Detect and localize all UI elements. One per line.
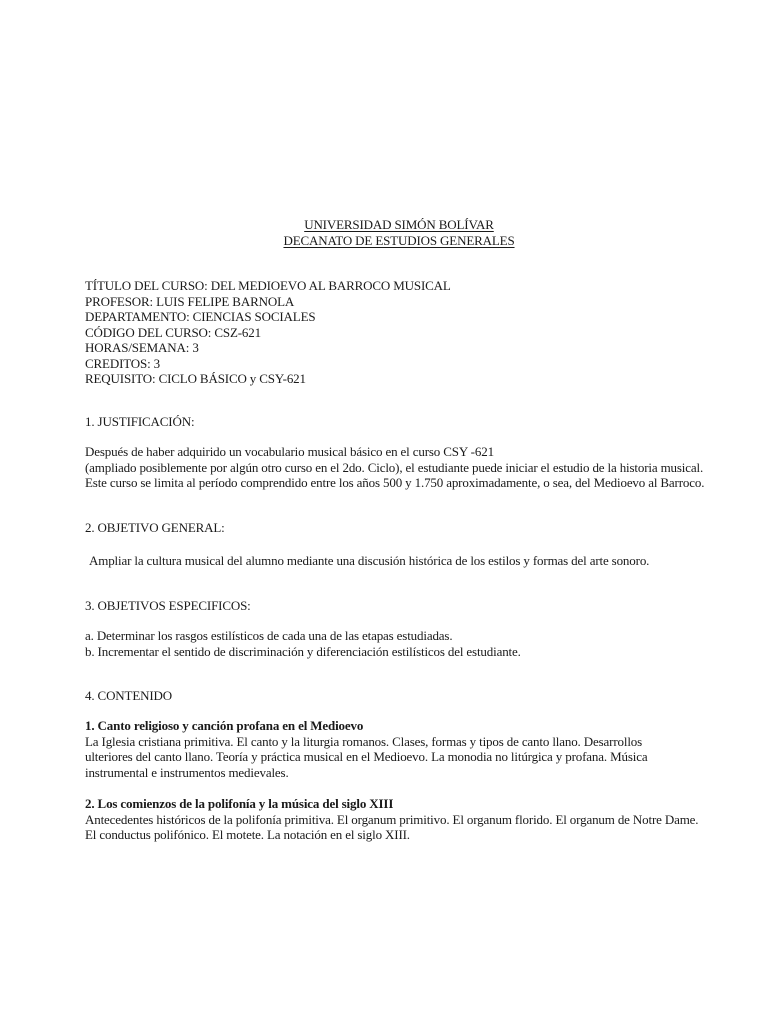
dean-office-name: DECANATO DE ESTUDIOS GENERALES <box>283 232 515 248</box>
section-line: La Iglesia cristiana primitiva. El canto y la liturgia romanos. Clases, formas y tipos de canto llano. Desarrollos <box>85 733 643 749</box>
course-requirement: REQUISITO: CICLO BÁSICO y CSY-621 <box>85 371 306 386</box>
justification-heading: 1. JUSTIFICACIÓN: <box>85 414 195 429</box>
course-info <box>85 278 725 387</box>
content-heading: 4. CONTENIDO <box>85 688 173 703</box>
content-section-1 <box>85 718 725 780</box>
specific-objectives-list <box>85 628 725 659</box>
course-code: CÓDIGO DEL CURSO: CSZ-621 <box>85 324 261 340</box>
section-title: 2. Los comienzos de la polifonía y la música del siglo XIII <box>85 796 394 811</box>
section-line: instrumental e instrumentos medievales. <box>85 764 289 780</box>
list-item: a. Determinar los rasgos estilísticos de cada una de las etapas estudiadas. <box>85 628 453 643</box>
general-objective-text: Ampliar la cultura musical del alumno mediante una discusión histórica de los estilos y formas del arte sonoro. <box>89 553 650 568</box>
content-section-2 <box>85 796 725 843</box>
university-name: UNIVERSIDAD SIMÓN BOLÍVAR <box>304 217 494 232</box>
course-professor: PROFESOR: LUIS FELIPE BARNOLA <box>85 293 295 309</box>
course-title: TÍTULO DEL CURSO: DEL MEDIOEVO AL BARROCO MUSICAL <box>85 278 451 293</box>
justification-line: (ampliado posiblemente por algún otro curso en el 2do. Ciclo), el estudiante puede iniciar el estudio de la historia musical. <box>85 459 704 475</box>
list-item: b. Incrementar el sentido de discriminación y diferenciación estilísticos del estudiante. <box>85 643 521 659</box>
general-objective-heading: 2. OBJETIVO GENERAL: <box>85 520 225 535</box>
section-line: ulteriores del canto llano. Teoría y práctica musical en el Medioevo. La monodia no litúrgica y profana. Música <box>85 749 648 764</box>
course-credits: CREDITOS: 3 <box>85 355 161 371</box>
section-line: El conductus polifónico. El motete. La notación en el siglo XIII. <box>85 827 410 842</box>
specific-objectives-heading: 3. OBJETIVOS ESPECIFICOS: <box>85 598 251 613</box>
justification-line: Después de haber adquirido un vocabulario musical básico en el curso CSY -621 <box>85 444 494 459</box>
section-title: 1. Canto religioso y canción profana en el Medioevo <box>85 718 364 733</box>
justification-line: Este curso se limita al período comprendido entre los años 500 y 1.750 aproximadamente, o sea, del Medioevo al Barroco. <box>85 475 705 490</box>
justification-paragraph <box>85 444 725 491</box>
section-line: Antecedentes históricos de la polifonía primitiva. El organum primitivo. El organum florido. El organum de Notre Dame. <box>85 811 699 827</box>
course-department: DEPARTAMENTO: CIENCIAS SOCIALES <box>85 309 316 324</box>
course-hours: HORAS/SEMANA: 3 <box>85 340 199 355</box>
document-header <box>0 217 768 248</box>
